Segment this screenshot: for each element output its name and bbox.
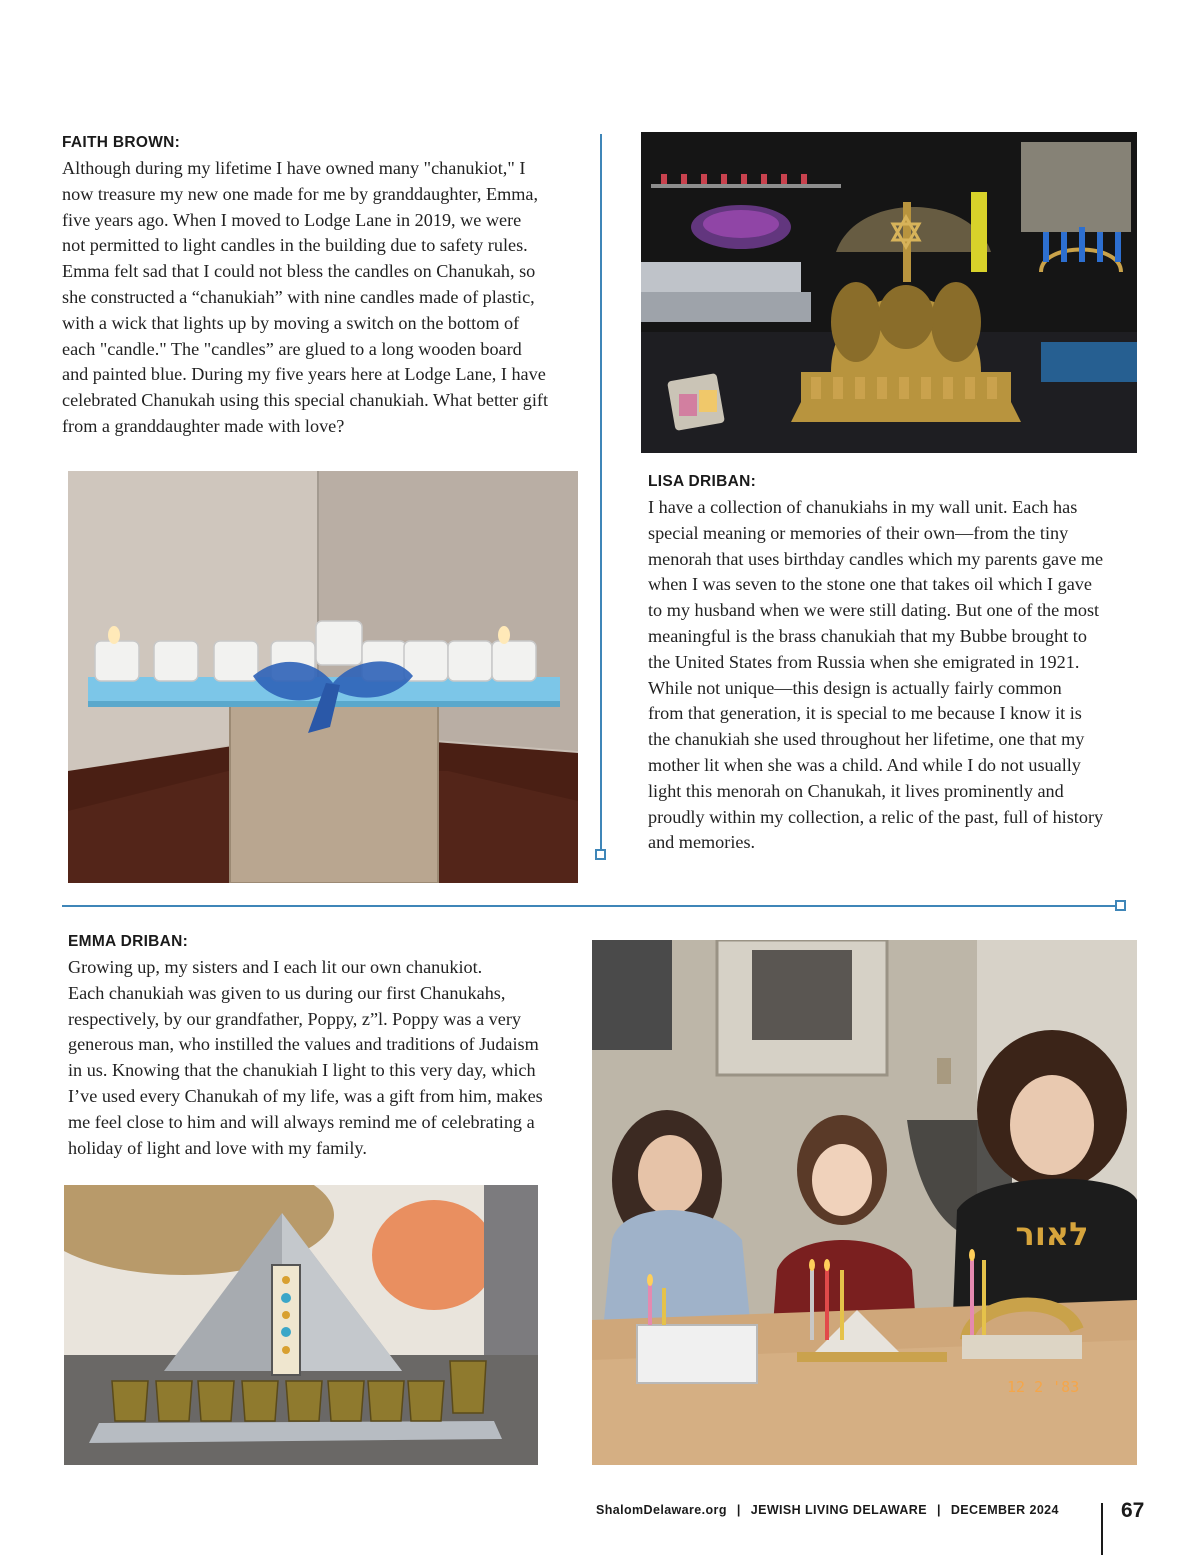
lisa-line-5: to my husband when we were still dating. But one of the most bbox=[648, 600, 1100, 621]
lisa-line-6: meaningful is the brass chanukiah that my Bubbe brought to bbox=[648, 625, 1087, 646]
lisa-line-4: when I was seven to the stone one that takes oil which I gave bbox=[648, 574, 1092, 595]
emma-driban-text bbox=[68, 955, 543, 1161]
emma-line-5: in us. Knowing that the chanukiah I light to this very day, which bbox=[68, 1060, 536, 1081]
lisa-line-7: the United States from Russia when she emigrated in 1921. bbox=[648, 651, 1080, 672]
horizontal-divider bbox=[62, 905, 1116, 907]
pyramid-chanukiah-photo bbox=[64, 1185, 538, 1465]
page-footer bbox=[596, 1503, 1059, 1517]
faith-line-6: she constructed a “chanukiah” with nine candles made of plastic, bbox=[62, 286, 535, 307]
faith-brown-heading: FAITH BROWN: bbox=[62, 134, 181, 151]
vertical-divider-end bbox=[595, 849, 606, 860]
lisa-line-11: mother lit when she was a child. And while I do not usually bbox=[648, 754, 1081, 775]
faith-line-1: Although during my lifetime I have owned many "chanukiot," I bbox=[62, 158, 526, 178]
lisa-line-13: proudly within my collection, a relic of the past, full of history bbox=[648, 806, 1104, 827]
lisa-line-8: While not unique—this design is actually fairly common bbox=[648, 677, 1062, 698]
faith-line-3: five years ago. When I moved to Lodge Lane in 2019, we were bbox=[62, 209, 522, 230]
lisa-line-10: the chanukiah she used throughout her lifetime, one that my bbox=[648, 729, 1085, 750]
footer-publication: JEWISH LIVING DELAWARE bbox=[750, 1503, 927, 1517]
emma-line-2: Each chanukiah was given to us during our first Chanukahs, bbox=[68, 982, 506, 1003]
lisa-line-1: I have a collection of chanukiahs in my wall unit. Each has bbox=[648, 497, 1078, 517]
lisa-line-9: from that generation, it is special to me because I know it is bbox=[648, 703, 1082, 724]
emma-line-1: Growing up, my sisters and I each lit our own chanukiot. bbox=[68, 957, 483, 977]
emma-driban-heading: EMMA DRIBAN: bbox=[68, 933, 189, 950]
faith-line-8: each "candle." The "candles” are glued to a long wooden board bbox=[62, 338, 522, 359]
vertical-divider bbox=[600, 134, 602, 850]
lisa-driban-text bbox=[648, 495, 1103, 856]
faith-line-11: from a granddaughter made with love? bbox=[62, 415, 345, 436]
emma-line-6: I’ve used every Chanukah of my life, was a gift from him, makes bbox=[68, 1085, 543, 1106]
faith-line-9: and painted blue. During my five years here at Lodge Lane, I have bbox=[62, 364, 546, 385]
faith-line-5: Emma felt sad that I could not bless the candles on Chanukah, so bbox=[62, 261, 536, 282]
lisa-line-3: menorah that uses birthday candles which my parents gave me bbox=[648, 548, 1104, 569]
faith-line-10: celebrated Chanukah using this special chanukiah. What better gift bbox=[62, 390, 549, 411]
girls-lighting-candles-photo bbox=[592, 940, 1137, 1465]
footer-site: ShalomDelaware.org bbox=[596, 1503, 727, 1517]
emma-line-3: respectively, by our grandfather, Poppy, z”l. Poppy was a very bbox=[68, 1008, 521, 1029]
blue-board-chanukiah-photo bbox=[68, 471, 578, 883]
footer-issue: DECEMBER 2024 bbox=[950, 1503, 1059, 1517]
faith-line-7: with a wick that lights up by moving a switch on the bottom of bbox=[62, 312, 520, 333]
faith-line-4: not permitted to light candles in the building due to safety rules. bbox=[62, 235, 528, 256]
page-number: 67 bbox=[1121, 1499, 1145, 1522]
emma-line-8: holiday of light and love with my family. bbox=[68, 1137, 367, 1158]
shirt-hebrew-text: לאור bbox=[1015, 1215, 1089, 1253]
faith-line-2: now treasure my new one made for me by granddaughter, Emma, bbox=[62, 183, 539, 204]
lisa-line-12: light this menorah on Chanukah, it lives prominently and bbox=[648, 780, 1064, 801]
menorah-collection-photo bbox=[641, 132, 1137, 453]
footer-separator: | bbox=[736, 1503, 741, 1517]
lisa-line-14: and memories. bbox=[648, 832, 756, 853]
footer-separator: | bbox=[936, 1503, 941, 1517]
lisa-line-2: special meaning or memories of their own—from the tiny bbox=[648, 522, 1069, 543]
faith-brown-text bbox=[62, 156, 548, 440]
photo-date-stamp: 12 2 '83 bbox=[1007, 1378, 1080, 1396]
footer-vertical-bar bbox=[1101, 1503, 1103, 1555]
emma-line-4: generous man, who instilled the values and traditions of Judaism bbox=[68, 1034, 539, 1055]
emma-line-7: me feel close to him and will always remind me of celebrating a bbox=[68, 1111, 535, 1132]
horizontal-divider-end bbox=[1115, 900, 1126, 911]
lisa-driban-heading: LISA DRIBAN: bbox=[648, 473, 757, 490]
